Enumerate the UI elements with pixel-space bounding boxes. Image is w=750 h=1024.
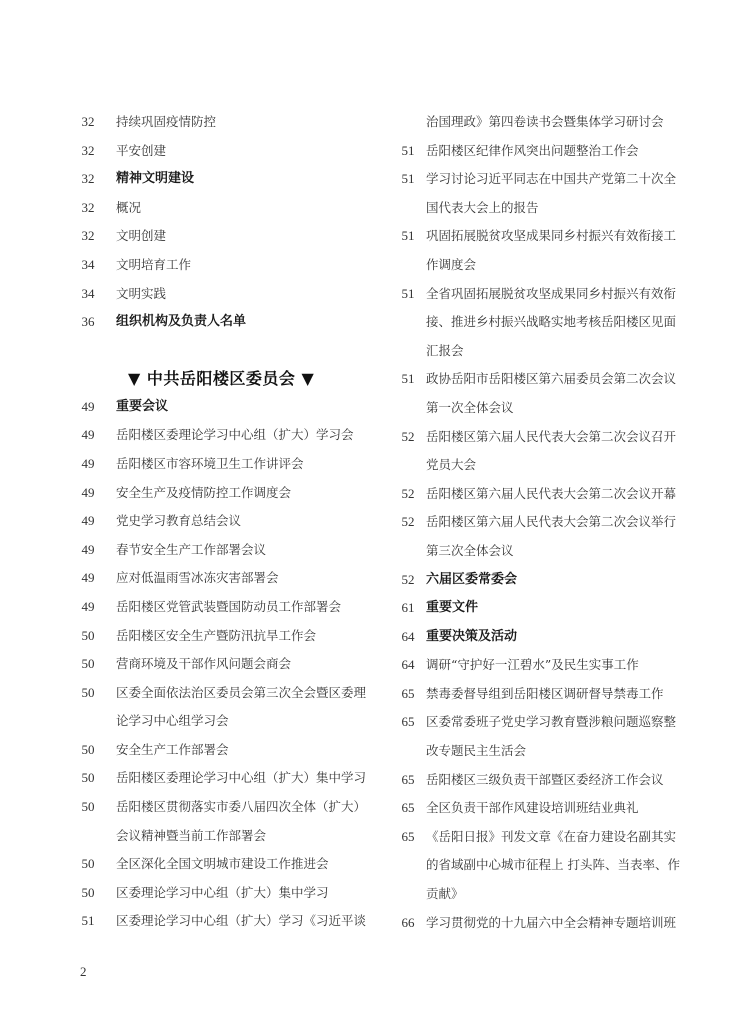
toc-entry-page: 66 xyxy=(401,914,415,930)
toc-entry-text: 学习讨论习近平同志在中国共产党第二十次全 国代表大会上的报告 xyxy=(426,171,677,215)
toc-entry-text: 岳阳楼区纪律作风突出问题整治工作会 xyxy=(426,142,639,158)
toc-entry-text: 应对低温雨雪冰冻灾害部署会 xyxy=(116,570,279,586)
toc-entry-page: 51 xyxy=(401,142,415,158)
toc-entry xyxy=(390,423,690,480)
toc-entry xyxy=(390,651,690,680)
toc-entry-page: 51 xyxy=(401,285,415,301)
toc-entry-text: 重要会议 xyxy=(116,398,169,414)
toc-entry xyxy=(390,680,690,709)
toc-entry-page: 64 xyxy=(401,657,415,673)
toc-entry xyxy=(390,909,690,938)
toc-entry-page: 32 xyxy=(81,171,95,187)
toc-entry-text: 文明培育工作 xyxy=(116,256,192,272)
toc-section-entry xyxy=(60,165,378,194)
toc-entry xyxy=(60,421,378,450)
toc-entry xyxy=(390,480,690,509)
toc-entry-page: 32 xyxy=(81,114,95,129)
toc-entry xyxy=(60,564,378,593)
toc-entry-text: 安全生产工作部署会 xyxy=(116,741,229,757)
toc-entry-text: 岳阳楼区党管武装暨国防动员工作部署会 xyxy=(116,598,342,614)
toc-section-entry xyxy=(60,393,378,422)
toc-entry xyxy=(60,108,378,137)
toc-entry-text: 区委常委班子党史学习教育暨涉粮问题巡察整 改专题民主生活会 xyxy=(426,714,677,759)
toc-entry-continuation xyxy=(390,108,690,137)
toc-entry-text: 岳阳楼区第六届人民代表大会第二次会议召开 党员大会 xyxy=(426,428,677,473)
toc-entry-page: 65 xyxy=(401,685,415,701)
toc-entry-page: 52 xyxy=(401,428,415,444)
toc-entry-page: 51 xyxy=(401,171,415,187)
toc-entry xyxy=(60,679,378,736)
toc-section-entry xyxy=(390,594,690,623)
toc-left-column xyxy=(60,108,378,936)
toc-entry-page: 52 xyxy=(401,571,415,587)
toc-entry xyxy=(60,850,378,879)
page-number: 2 xyxy=(80,964,87,979)
toc-entry xyxy=(60,593,378,622)
toc-entry-text: 全省巩固拓展脱贫攻坚成果同乡村振兴有效衔 接、推进乡村振兴战略实地考核岳阳楼区见面 汇报会 xyxy=(426,285,677,358)
toc-entry xyxy=(390,165,690,222)
toc-entry-page: 51 xyxy=(401,228,415,244)
toc-entry xyxy=(60,907,378,936)
toc-entry-page: 51 xyxy=(81,913,95,929)
toc-entry-text: 治国理政》第四卷读书会暨集体学习研讨会 xyxy=(426,114,664,129)
toc-entry xyxy=(390,508,690,565)
toc-entry-text: 岳阳楼区三级负责干部暨区委经济工作会议 xyxy=(426,771,664,787)
toc-entry-page: 50 xyxy=(81,799,95,815)
toc-entry-page: 49 xyxy=(81,570,95,586)
toc-entry-page: 49 xyxy=(81,484,95,500)
toc-entry-text: 岳阳楼区市容环境卫生工作讲评会 xyxy=(116,455,304,471)
toc-entry-page: 32 xyxy=(81,228,95,244)
toc-section-entry xyxy=(390,623,690,652)
toc-entry-page: 51 xyxy=(401,371,415,387)
toc-entry-text: 组织机构及负责人名单 xyxy=(116,314,247,330)
toc-entry xyxy=(390,794,690,823)
toc-section-entry xyxy=(60,308,378,337)
toc-entry-text: 巩固拓展脱贫攻坚成果同乡村振兴有效衔接工 作调度会 xyxy=(426,228,677,272)
toc-entry-page: 49 xyxy=(81,541,95,557)
toc-entry xyxy=(390,222,690,279)
toc-entry xyxy=(60,507,378,536)
toc-entry-page: 49 xyxy=(81,455,95,471)
toc-entry-text: 区委理论学习中心组（扩大）学习《习近平谈 xyxy=(116,913,367,929)
toc-entry xyxy=(390,137,690,166)
toc-entry xyxy=(390,280,690,366)
toc-entry-text: 全区深化全国文明城市建设工作推进会 xyxy=(116,856,329,872)
toc-entry-text: 安全生产及疫情防控工作调度会 xyxy=(116,484,292,500)
toc-entry-page: 65 xyxy=(401,714,415,730)
toc-entry-text: 岳阳楼区委理论学习中心组（扩大）学习会 xyxy=(116,427,354,443)
toc-entry-text: 春节安全生产工作部署会议 xyxy=(116,541,267,557)
toc-entry-page: 65 xyxy=(401,771,415,787)
toc-entry-text: 概况 xyxy=(116,199,142,215)
toc-entry-text: 重要文件 xyxy=(426,600,479,616)
toc-entry-page: 61 xyxy=(401,600,415,616)
toc-entry-page: 49 xyxy=(81,513,95,529)
toc-entry xyxy=(60,194,378,223)
toc-entry-page: 50 xyxy=(81,684,95,700)
toc-entry-page: 52 xyxy=(401,514,415,530)
toc-entry-page: 52 xyxy=(401,485,415,501)
toc-entry-text: 岳阳楼区安全生产暨防汛抗旱工作会 xyxy=(116,627,317,643)
toc-entry xyxy=(60,137,378,166)
toc-entry xyxy=(60,251,378,280)
toc-entry-text: 岳阳楼区第六届人民代表大会第二次会议举行 第三次全体会议 xyxy=(426,514,677,558)
toc-entry-page: 32 xyxy=(81,142,95,158)
toc-entry-page: 34 xyxy=(81,256,95,272)
toc-entry-page: 32 xyxy=(81,199,95,215)
toc-entry-page: 50 xyxy=(81,627,95,643)
toc-entry xyxy=(60,764,378,793)
toc-entry-page: 50 xyxy=(81,656,95,672)
toc-entry-page: 64 xyxy=(401,628,415,644)
toc-entry-page: 50 xyxy=(81,884,95,900)
toc-right-column xyxy=(390,108,690,937)
toc-entry xyxy=(390,823,690,909)
toc-entry-page: 49 xyxy=(81,598,95,614)
toc-entry xyxy=(390,708,690,765)
toc-entry xyxy=(60,222,378,251)
toc-entry-page: 49 xyxy=(81,398,95,414)
section-heading: ▼ 中共岳阳楼区委员会 ▼ xyxy=(128,368,315,388)
toc-entry-text: 精神文明建设 xyxy=(116,171,195,187)
toc-entry-text: 调研“守护好一江碧水”及民生实事工作 xyxy=(426,657,639,673)
toc-entry xyxy=(60,650,378,679)
toc-entry-text: 区委理论学习中心组（扩大）集中学习 xyxy=(116,884,329,900)
toc-entry xyxy=(60,736,378,765)
toc-entry-text: 岳阳楼区贯彻落实市委八届四次全体（扩大） 会议精神暨当前工作部署会 xyxy=(116,799,367,843)
toc-entry-text: 六届区委常委会 xyxy=(426,571,518,587)
toc-entry-page: 50 xyxy=(81,741,95,757)
toc-entry-text: 党史学习教育总结会议 xyxy=(116,513,242,529)
toc-entry xyxy=(60,280,378,309)
toc-entry-text: 禁毒委督导组到岳阳楼区调研督导禁毒工作 xyxy=(426,685,664,701)
toc-entry xyxy=(390,365,690,422)
toc-list-top xyxy=(60,108,378,337)
toc-entry-page: 50 xyxy=(81,856,95,872)
toc-entry xyxy=(60,536,378,565)
toc-entry-text: 文明创建 xyxy=(116,228,167,244)
toc-entry-page: 65 xyxy=(401,800,415,816)
toc-entry-page: 36 xyxy=(81,314,95,330)
toc-entry-text: 《岳阳日报》刊发文章《在奋力建设名副其实 的省域副中心城市征程上 打头阵、当表率、作 贡献》 xyxy=(426,828,680,902)
toc-entry-text: 持续巩固疫情防控 xyxy=(116,114,217,129)
toc-section-entry xyxy=(390,566,690,595)
toc-entry-text: 区委全面依法治区委员会第三次全会暨区委理 论学习中心组学习会 xyxy=(116,684,367,729)
toc-entry xyxy=(390,766,690,795)
toc-entry xyxy=(60,479,378,508)
toc-entry-page: 49 xyxy=(81,427,95,443)
toc-list-right xyxy=(390,137,690,938)
toc-entry-page: 65 xyxy=(401,828,415,844)
toc-entry-text: 岳阳楼区第六届人民代表大会第二次会议开幕 xyxy=(426,485,677,501)
toc-entry-text: 重要决策及活动 xyxy=(426,628,518,644)
toc-entry-text: 政协岳阳市岳阳楼区第六届委员会第二次会议 第一次全体会议 xyxy=(426,371,677,415)
toc-entry xyxy=(60,622,378,651)
toc-entry-text: 平安创建 xyxy=(116,142,167,158)
toc-entry xyxy=(60,793,378,850)
toc-list-bottom xyxy=(60,393,378,936)
toc-entry-text: 学习贯彻党的十九届六中全会精神专题培训班 xyxy=(426,914,677,930)
toc-entry xyxy=(60,879,378,908)
toc-entry-page: 50 xyxy=(81,770,95,786)
toc-entry-text: 营商环境及干部作风问题会商会 xyxy=(116,656,292,672)
toc-entry-text: 文明实践 xyxy=(116,285,167,301)
toc-entry-text: 全区负责干部作风建设培训班结业典礼 xyxy=(426,800,639,816)
toc-entry-page: 34 xyxy=(81,285,95,301)
toc-entry-text: 岳阳楼区委理论学习中心组（扩大）集中学习 xyxy=(116,770,367,786)
toc-entry xyxy=(60,450,378,479)
